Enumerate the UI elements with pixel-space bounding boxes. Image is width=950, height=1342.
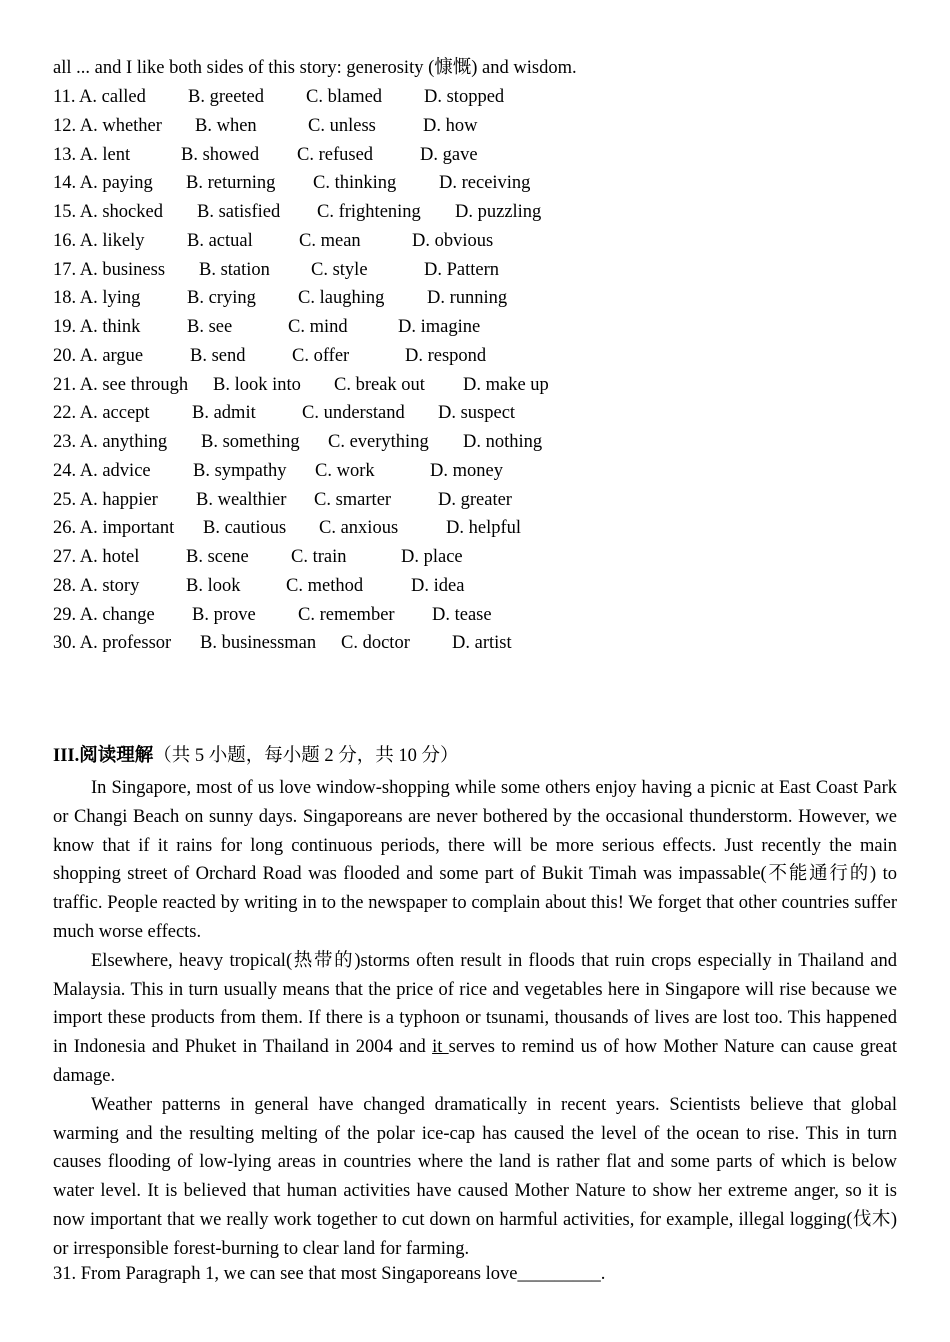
option-d: D. artist	[452, 633, 512, 654]
option-c: C. train	[291, 547, 347, 567]
option-c: C. refused	[297, 144, 374, 165]
option-c: C. method	[286, 575, 364, 596]
option-c: C. understand	[302, 403, 405, 424]
option-a: 12. A. whether	[53, 115, 162, 136]
section-heading	[53, 745, 459, 767]
option-c: C. unless	[308, 115, 376, 136]
option-a: 17. A. business	[53, 259, 166, 280]
option-a: 24. A. advice	[53, 460, 151, 481]
section-title: III.阅读理解	[53, 746, 154, 766]
option-b: B. cautious	[203, 518, 287, 539]
paragraph-2-text-b: serves to remind us of how Mother Nature can cause great damage.	[53, 1037, 897, 1086]
option-c: C. break out	[334, 374, 425, 395]
option-b: B. greeted	[188, 87, 265, 107]
option-c: C. work	[315, 460, 375, 481]
option-a: 22. A. accept	[53, 403, 150, 424]
option-d: D. obvious	[412, 230, 494, 251]
option-a: 23. A. anything	[53, 432, 168, 452]
option-c: C. offer	[292, 345, 350, 366]
option-c: C. smarter	[314, 489, 392, 510]
option-a: 13. A. lent	[53, 144, 131, 165]
option-b: B. admit	[192, 403, 256, 424]
option-c: C. anxious	[319, 518, 399, 539]
option-d: D. receiving	[439, 173, 531, 194]
option-d: D. how	[423, 115, 478, 136]
option-d: D. helpful	[446, 518, 522, 539]
option-d: D. tease	[432, 604, 492, 625]
option-a: 28. A. story	[53, 575, 140, 596]
option-b: B. showed	[181, 144, 260, 165]
option-b: B. when	[195, 115, 257, 136]
option-c: C. mind	[288, 317, 348, 337]
option-b: B. send	[190, 345, 246, 366]
option-d: D. puzzling	[455, 202, 542, 222]
option-d: D. gave	[420, 144, 478, 165]
option-d: D. money	[430, 460, 503, 481]
intro-line: all ... and I like both sides of this story: generosity (慷慨) and wisdom.	[53, 58, 577, 78]
option-d: D. respond	[405, 345, 487, 366]
option-a: 16. A. likely	[53, 230, 145, 251]
option-a: 18. A. lying	[53, 288, 141, 309]
option-d: D. stopped	[424, 87, 505, 107]
option-b: B. look	[186, 575, 241, 596]
section-note: （共 5 小题，每小题 2 分，共 10 分）	[153, 746, 459, 766]
option-b: B. actual	[187, 230, 253, 251]
option-c: C. laughing	[298, 288, 385, 309]
question-31: 31. From Paragraph 1, we can see that most Singaporeans love_________.	[53, 1264, 606, 1284]
option-d: D. nothing	[463, 432, 543, 452]
option-a: 21. A. see through	[53, 374, 189, 395]
option-c: C. everything	[328, 432, 429, 452]
option-a: 27. A. hotel	[53, 547, 140, 567]
option-d: D. Pattern	[424, 259, 500, 280]
option-d: D. suspect	[438, 403, 516, 424]
option-b: B. sympathy	[193, 460, 287, 481]
option-c: C. mean	[299, 230, 361, 251]
option-a: 20. A. argue	[53, 345, 144, 366]
option-c: C. doctor	[341, 633, 410, 654]
paragraph-2-text-a: Elsewhere, heavy tropical(热带的)storms often result in floods that ruin crops especially in Thailand and Malaysia. This in turn usually means that the price of rice and vegetables here in Singapore will rise because we import these products from them. If there is a typhoon or tsunami, thousands of lives are lost too. This happened in Indonesia and Phuket in Thailand in 2004 and	[53, 950, 897, 1058]
option-d: D. place	[401, 547, 463, 567]
option-c: C. style	[311, 259, 368, 280]
option-b: B. scene	[186, 547, 249, 567]
option-a: 19. A. think	[53, 317, 141, 337]
option-b: B. station	[199, 259, 270, 280]
option-c: C. frightening	[317, 202, 421, 222]
underlined-word-it: it	[432, 1037, 449, 1058]
option-a: 29. A. change	[53, 604, 155, 625]
option-d: D. greater	[438, 489, 512, 510]
option-c: C. remember	[298, 604, 395, 625]
option-d: D. imagine	[398, 317, 481, 337]
option-a: 26. A. important	[53, 518, 175, 539]
option-a: 11. A. called	[53, 87, 146, 107]
option-c: C. blamed	[306, 87, 383, 107]
option-a: 30. A. professor	[53, 633, 172, 654]
option-b: B. businessman	[200, 633, 317, 654]
option-b: B. prove	[192, 604, 256, 625]
option-b: B. look into	[213, 374, 301, 395]
option-b: B. satisfied	[197, 202, 281, 222]
option-a: 14. A. paying	[53, 173, 153, 194]
option-b: B. see	[187, 317, 233, 337]
option-b: B. something	[201, 432, 300, 452]
option-b: B. returning	[186, 173, 276, 194]
option-b: B. wealthier	[196, 489, 287, 510]
option-d: D. idea	[411, 575, 465, 596]
option-c: C. thinking	[313, 173, 397, 194]
paragraph-1: In Singapore, most of us love window-shopping while some others enjoy having a picnic at East Coast Park or Changi Beach on sunny days. Singaporeans are never bothered by the occasional thunderstorm. However, we know that if it rains for long continuous periods, there will be more serious effects. Just recently the main shopping street of Orchard Road was flooded and some part of Bukit Timah was impassable(不能通行的) to traffic. People reacted by writing in to the newspaper to complain about this! We forget that other countries suffer much worse effects.	[53, 778, 897, 942]
reading-passage	[53, 774, 897, 1264]
option-a: 15. A. shocked	[53, 202, 163, 222]
option-d: D. make up	[463, 374, 549, 395]
option-a: 25. A. happier	[53, 489, 158, 510]
paragraph-3: Weather patterns in general have changed dramatically in recent years. Scientists believe that global warming and the resulting melting of the polar ice-cap has caused the level of the ocean to rise. This in turn causes flooding of low-lying areas in countries where the land is rather flat and some parts of which is below water level. It is believed that human activities have caused Mother Nature to show her extreme anger, so it is now important that we really work together to cut down on harmful activities, for example, illegal logging(伐木) or irresponsible forest-burning to clear land for farming.	[53, 1094, 897, 1259]
option-d: D. running	[427, 288, 508, 309]
paragraph-2	[53, 947, 897, 1091]
option-b: B. crying	[187, 288, 256, 309]
